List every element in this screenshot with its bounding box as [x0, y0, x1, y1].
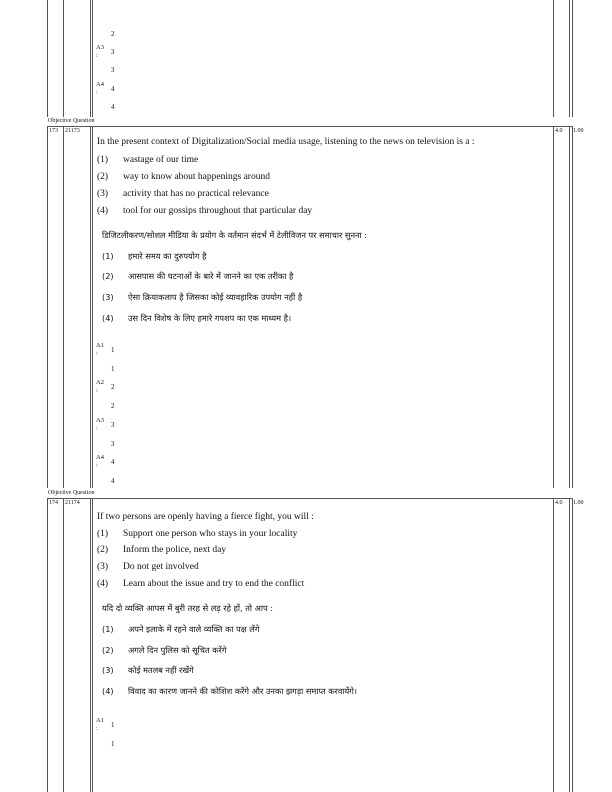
- table-border: [63, 0, 64, 117]
- answer-label: A1: [96, 717, 104, 724]
- table-border: [47, 126, 572, 127]
- table-border: [569, 126, 570, 488]
- answer-colon: :: [96, 387, 98, 394]
- marks: 4.0: [555, 500, 563, 506]
- table-border: [553, 0, 554, 117]
- question-text-english: In the present context of Digitalization/Social media usage, listening to the news on television is a :: [97, 137, 475, 147]
- table-border: [47, 0, 48, 117]
- table-border: [572, 498, 573, 792]
- table-border: [572, 126, 573, 488]
- answer-value: 1: [111, 346, 115, 354]
- answer-value: 2: [111, 402, 115, 410]
- answer-value: 3: [111, 66, 115, 74]
- answer-label: A3: [96, 44, 104, 51]
- answer-colon: :: [96, 89, 98, 96]
- table-border: [92, 498, 93, 792]
- option-en-2: (2) way to know about happenings around: [97, 172, 270, 182]
- serial-number: 174: [49, 500, 58, 506]
- answer-label: A4: [96, 454, 104, 461]
- table-border: [63, 126, 64, 488]
- option-hi-4: (4) विवाद का कारण जानने की कोशिश करेंगे और उनका झगड़ा समाप्त करवायेंगे।: [102, 686, 357, 696]
- option-en-4: (4) tool for our gossips throughout that particular day: [97, 206, 313, 216]
- table-border: [47, 126, 48, 488]
- table-border: [47, 498, 572, 499]
- table-border: [572, 0, 573, 117]
- option-en-4: (4) Learn about the issue and try to end the conflict: [97, 579, 305, 589]
- option-en-3: (3) activity that has no practical relevance: [97, 189, 269, 199]
- option-hi-2: (2) अगले दिन पुलिस को सूचित करेंगे: [102, 645, 227, 655]
- answer-label: A4: [96, 81, 104, 88]
- option-hi-3: (3) ऐसा क्रियाकलाप है जिसका कोई व्यावहारिक उपयोग नहीं है: [102, 292, 303, 302]
- answer-value: 3: [111, 421, 115, 429]
- answer-label: A1: [96, 342, 104, 349]
- option-en-1: (1) Support one person who stays in your locality: [97, 529, 298, 539]
- table-border: [90, 498, 91, 792]
- negative-marks: 1.00: [573, 128, 584, 134]
- question-text-hindi: यदि दो व्यक्ति आपस में बुरी तरह से लड़ रहे हों, तो आप :: [102, 603, 273, 613]
- answer-value: 3: [111, 48, 115, 56]
- option-en-1: (1) wastage of our time: [97, 155, 199, 165]
- answer-value: 4: [111, 477, 115, 485]
- answer-value: 3: [111, 440, 115, 448]
- table-border: [569, 498, 570, 792]
- answer-value: 4: [111, 85, 115, 93]
- answer-label: A2: [96, 379, 104, 386]
- table-border: [92, 126, 93, 488]
- question-id: 21174: [65, 500, 80, 506]
- answer-colon: :: [96, 350, 98, 357]
- option-en-3: (3) Do not get involved: [97, 562, 199, 572]
- answer-colon: :: [96, 425, 98, 432]
- section-label: Objective Question: [48, 490, 95, 496]
- answer-value: 1: [111, 365, 115, 373]
- option-hi-3: (3) कोई मतलब नहीं रखेंगे: [102, 665, 194, 675]
- table-border: [90, 0, 91, 117]
- answer-value: 2: [111, 30, 115, 38]
- answer-value: 4: [111, 103, 115, 111]
- table-border: [569, 0, 570, 117]
- marks: 4.0: [555, 128, 563, 134]
- section-label: Objective Question: [48, 118, 95, 124]
- answer-value: 2: [111, 383, 115, 391]
- question-text-hindi: डिजिटलीकरण/सोशल मीडिया के प्रयोग के वर्तमान संदर्भ में टेलीविजन पर समाचार सुनना :: [102, 230, 368, 240]
- table-border: [553, 498, 554, 792]
- option-hi-1: (1) अपने इलाके में रहने वाले व्यक्ति का पक्ष लेंगे: [102, 624, 260, 634]
- option-hi-2: (2) आसपास की घटनाओं के बारे में जानने का एक तरीका है: [102, 271, 294, 281]
- serial-number: 173: [49, 128, 58, 134]
- table-border: [47, 498, 48, 792]
- question-id: 21173: [65, 128, 80, 134]
- table-border: [90, 126, 91, 488]
- answer-value: 4: [111, 458, 115, 466]
- option-en-2: (2) Inform the police, next day: [97, 545, 227, 555]
- answer-colon: :: [96, 725, 98, 732]
- answer-value: 1: [111, 721, 115, 729]
- answer-colon: :: [96, 462, 98, 469]
- option-hi-1: (1) हमारे समय का दुरुपयोग है: [102, 251, 207, 261]
- table-border: [92, 0, 93, 117]
- answer-colon: :: [96, 52, 98, 59]
- table-border: [553, 126, 554, 488]
- question-text-english: If two persons are openly having a fierce fight, you will :: [97, 512, 314, 522]
- negative-marks: 1.00: [573, 500, 584, 506]
- table-border: [63, 498, 64, 792]
- answer-label: A3: [96, 417, 104, 424]
- answer-value: 1: [111, 740, 115, 748]
- option-hi-4: (4) उस दिन विशेष के लिए हमारे गपशप का एक माध्यम है।: [102, 313, 292, 323]
